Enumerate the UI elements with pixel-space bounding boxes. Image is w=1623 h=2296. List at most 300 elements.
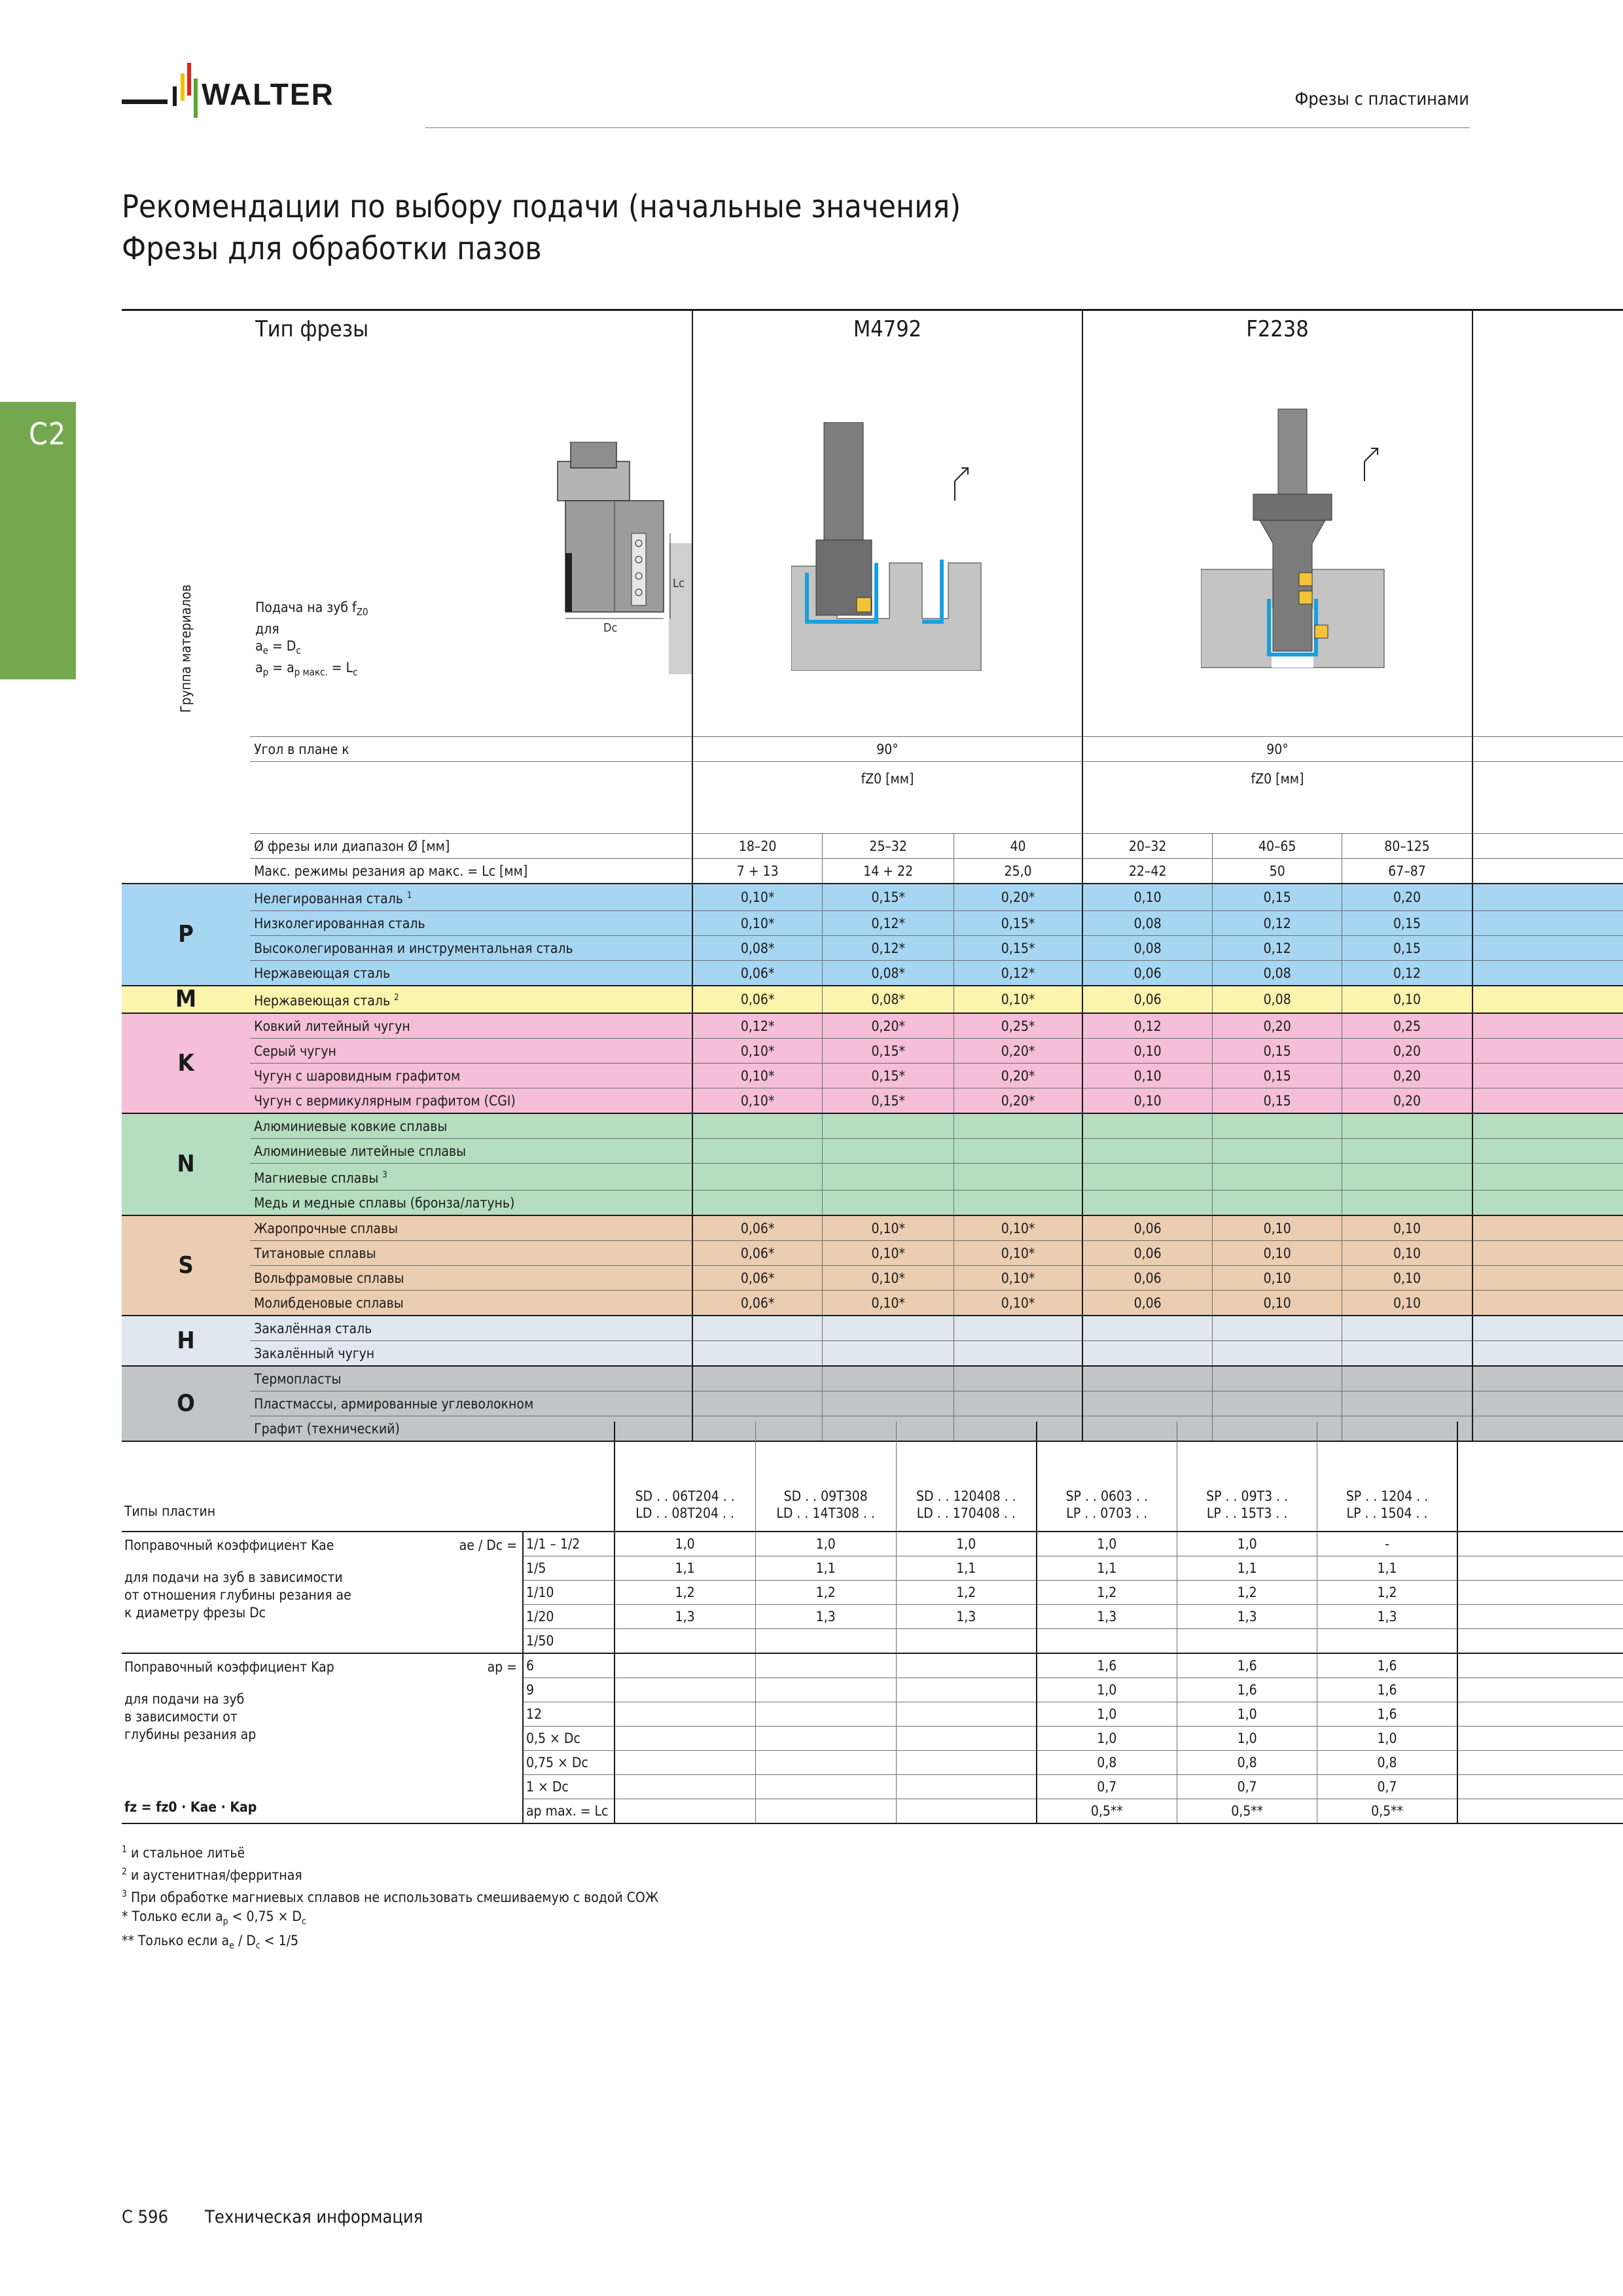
header-section-title: Фрезы с пластинами [1294,89,1469,109]
insert-code: SD . . 09T308 [783,1488,868,1504]
feed-value-cell: 0,20 [1342,1088,1472,1114]
material-row [122,961,1623,986]
feed-value-cell: 0,08 [1213,986,1342,1013]
feed-value-cell: 0,15* [823,1039,954,1064]
material-name: Серый чугун [250,1039,692,1064]
feed-value-cell [1213,1366,1342,1391]
feed-value-cell [1213,1139,1342,1164]
ka-p-value: 0,8 [1037,1751,1177,1775]
feed-value-cell [692,1164,823,1191]
material-group-label: Группа материалов [178,584,194,713]
material-footnote-ref: 1 [406,891,412,901]
feed-value-cell: 0,15* [823,1064,954,1088]
ka-e-ratio-cell: 1/1 – 1/2 [523,1532,615,1556]
feed-value-cell: 0,20* [823,1013,954,1039]
material-name: Алюминиевые ковкие сплавы [250,1113,692,1139]
ka-e-value: 1,1 [1037,1556,1177,1581]
insert-type-cell [755,1422,896,1532]
feed-value-cell: 0,06* [692,961,823,986]
feed-value-cell [1342,1113,1472,1139]
feed-value-cell [823,1139,954,1164]
ka-e-value: - [1317,1532,1457,1556]
ka-p-ratio-cell: ap max. = Lc [523,1799,615,1824]
feed-value-cell [1082,1316,1212,1341]
ka-e-value [1177,1629,1317,1654]
logo-wordmark: WALTER [202,77,334,111]
ka-e-value: 1,0 [755,1532,896,1556]
tool-code-M4792: M4792 [853,316,922,342]
ka-e-ratio-cell: 1/20 [523,1605,615,1629]
diameter-cell: 18–20 [692,834,823,859]
ka-e-value: 1,0 [1037,1532,1177,1556]
insert-type-row [122,1422,1623,1532]
feed-value-cell [1082,1164,1212,1191]
material-group-letter: K [122,1013,250,1113]
feed-value-cell: 0,10* [954,1215,1082,1241]
insert-code: LD . . 08T204 . . [635,1505,734,1521]
material-footnote-ref: 3 [382,1170,387,1180]
ka-p-value: 1,0 [1177,1727,1317,1751]
feed-value-cell [954,1139,1082,1164]
diagram-Dc: Dc [603,621,618,635]
feed-value-cell [1082,1139,1212,1164]
feed-value-cell: 0,06* [692,1266,823,1291]
feed-value-cell [823,1391,954,1416]
feed-value-cell [1213,1391,1342,1416]
ka-p-value: 1,6 [1177,1678,1317,1702]
feed-value-cell: 0,15 [1342,936,1472,961]
max-depth-cell: 67–87 [1342,859,1472,884]
feed-value-cell [823,1316,954,1341]
feed-unit-M4792: fZ0 [мм] [692,762,1082,834]
feed-value-cell: 0,08 [1082,911,1212,936]
ka-p-ratio-cell: 12 [523,1702,615,1727]
feed-value-cell [1082,1341,1212,1367]
feed-value-cell [823,1341,954,1367]
feed-value-cell [1082,1366,1212,1391]
ka-p-ratio-cell: 1 × Dc [523,1775,615,1799]
feed-value-cell: 0,20* [954,1064,1082,1088]
material-row [122,1316,1623,1341]
insert-types-label: Типы пластин [122,1422,615,1532]
insert-type-cell [1037,1422,1177,1532]
feed-value-cell: 0,10 [1342,1266,1472,1291]
insert-code: LD . . 14T308 . . [776,1505,876,1521]
feed-value-cell: 0,10 [1082,1064,1212,1088]
ka-p-value [615,1653,755,1678]
insert-code: LP . . 15T3 . . [1206,1505,1288,1521]
material-name: Высоколегированная и инструментальная сталь [250,936,692,961]
diameter-cell: 25–32 [823,834,954,859]
ka-p-value [615,1727,755,1751]
next-column-edge [1472,310,1623,737]
feed-value-cell: 0,10* [692,1088,823,1114]
header-rule [425,127,1470,128]
material-name: Пластмассы, армированные углеволокном [250,1391,692,1416]
feed-value-cell: 0,15* [823,884,954,911]
ka-e-row [122,1532,1623,1556]
feed-value-cell: 0,10 [1213,1266,1342,1291]
ka-e-value: 1,2 [896,1581,1036,1605]
footnotes [122,1840,658,1956]
page-footer [122,2207,423,2227]
material-name: Нержавеющая сталь [250,961,692,986]
feed-value-cell: 0,25* [954,1013,1082,1039]
title-line-1: Рекомендации по выбору подачи (начальные значения) [122,188,961,225]
material-name: Вольфрамовые сплавы [250,1266,692,1291]
ka-e-value: 1,2 [1037,1581,1177,1605]
ka-p-row [122,1653,1623,1678]
feed-value-cell [1213,1191,1342,1216]
feed-value-cell: 0,10 [1342,986,1472,1013]
ka-e-value: 1,3 [896,1605,1036,1629]
feed-value-cell: 0,20 [1213,1013,1342,1039]
max-depth-cell: 7 + 13 [692,859,823,884]
feed-unit-row [122,762,1623,834]
feed-value-cell: 0,06* [692,986,823,1013]
feed-value-cell [1213,1341,1342,1367]
feed-value-cell [954,1191,1082,1216]
feed-value-cell: 0,06* [692,1291,823,1316]
ka-p-value: 0,7 [1317,1775,1457,1799]
ka-e-value [615,1629,755,1654]
feed-value-cell [692,1341,823,1367]
material-row [122,1113,1623,1139]
material-row [122,986,1623,1013]
mill-type-label: Тип фрезы [255,316,369,342]
material-row [122,1139,1623,1164]
feed-value-cell: 0,06 [1082,1241,1212,1266]
material-row [122,1291,1623,1316]
feed-value-cell: 0,10 [1213,1215,1342,1241]
mill-type-cell [250,310,692,737]
walter-logo [122,60,397,132]
insert-code: SP . . 09T3 . . [1206,1488,1289,1504]
ka-e-value: 1,0 [1177,1532,1317,1556]
ka-p-value [896,1775,1036,1799]
feed-value-cell: 0,12* [954,961,1082,986]
ka-p-value [755,1702,896,1727]
feed-value-cell: 0,08 [1213,961,1342,986]
ka-p-value: 1,0 [1317,1727,1457,1751]
feed-value-cell: 0,10 [1342,1215,1472,1241]
feed-value-cell: 0,10* [692,911,823,936]
material-name: Молибденовые сплавы [250,1291,692,1316]
material-name: Титановые сплавы [250,1241,692,1266]
ka-p-value: 1,0 [1037,1702,1177,1727]
feed-value-cell: 0,12 [1082,1013,1212,1039]
material-name: Нелегированная сталь $^1$ [250,884,692,911]
feed-value-cell: 0,20 [1342,884,1472,911]
feed-value-cell: 0,10* [692,1039,823,1064]
material-group-letter: N [122,1113,250,1215]
title-line-2: Фрезы для обработки пазов [122,230,542,267]
feed-value-cell: 0,10* [692,1064,823,1088]
angle-M4792: 90° [692,737,1082,762]
feed-value-cell: 0,10 [1213,1241,1342,1266]
max-depth-row [122,859,1623,884]
diameter-cell: 40–65 [1213,834,1342,859]
ka-e-value: 1,1 [896,1556,1036,1581]
ka-p-value: 1,0 [1177,1702,1317,1727]
slot-mill-diagram [551,442,692,677]
feed-value-cell: 0,06* [692,1241,823,1266]
feed-definition: Подача на зуб $f_{Z0}$ для $a_e = D_c$ $a_p = a_{p макс.} = L_c$ [255,600,368,679]
max-depth-label: Макс. режимы резания ap макс. = Lc [мм] [250,859,692,884]
material-name: Медь и медные сплавы (бронза/латунь) [250,1191,692,1216]
ka-p-value [755,1751,896,1775]
feed-value-cell: 0,10* [954,1266,1082,1291]
chapter-tab-label: C2 [29,416,67,452]
feed-value-cell: 0,10* [954,986,1082,1013]
tool-header-row [122,310,1623,737]
max-depth-cell: 22–42 [1082,859,1212,884]
feed-formula: fz = fz0 · Kae · Kap [124,1799,257,1815]
feed-value-cell [954,1391,1082,1416]
ka-p-value [896,1727,1036,1751]
material-row [122,1088,1623,1114]
feed-value-cell: 0,10 [1342,1241,1472,1266]
ka-p-ratio-label: ap = [487,1659,517,1675]
material-row [122,1039,1623,1064]
material-row [122,1191,1623,1216]
material-row [122,884,1623,911]
material-name: Чугун с шаровидным графитом [250,1064,692,1088]
ka-p-ratio-cell: 0,5 × Dc [523,1727,615,1751]
ka-p-value [896,1799,1036,1824]
ka-e-value: 1,2 [615,1581,755,1605]
ka-e-value: 1,0 [615,1532,755,1556]
diameter-cell: 20–32 [1082,834,1212,859]
ka-p-value: 0,5** [1317,1799,1457,1824]
ka-p-value: 1,6 [1177,1653,1317,1678]
material-name: Закалённый чугун [250,1341,692,1367]
feed-value-cell [692,1113,823,1139]
ka-p-value [896,1751,1036,1775]
material-name: Чугун с вермикулярным графитом (CGI) [250,1088,692,1114]
ka-e-value [896,1629,1036,1654]
material-name: Графит (технический) [250,1416,692,1442]
ka-e-value: 1,3 [1317,1605,1457,1629]
diameter-cell: 80–125 [1342,834,1472,859]
ka-e-label-cell [122,1532,523,1653]
ka-e-value: 1,2 [1177,1581,1317,1605]
feed-value-cell: 0,20* [954,1088,1082,1114]
ka-e-value: 1,3 [1177,1605,1317,1629]
footnote-4: * Только если $a_p < 0,75 \times D_c$ [122,1909,306,1928]
feed-value-cell [954,1164,1082,1191]
feed-value-cell [1213,1113,1342,1139]
footnote-2: $^2$ и аустенитная/ферритная [122,1867,302,1883]
feed-value-cell [1342,1316,1472,1341]
feed-value-cell: 0,10* [692,884,823,911]
ka-e-value: 1,1 [755,1556,896,1581]
ka-e-value: 1,3 [1037,1605,1177,1629]
feed-value-cell [1342,1139,1472,1164]
feed-value-cell: 0,15 [1213,884,1342,911]
feed-value-cell: 0,06 [1082,986,1212,1013]
feed-value-cell: 0,08* [823,986,954,1013]
feed-value-cell: 0,15* [954,936,1082,961]
max-depth-cell: 25,0 [954,859,1082,884]
material-row [122,911,1623,936]
material-group-letter: H [122,1316,250,1366]
ka-e-value: 1,1 [1317,1556,1457,1581]
feed-value-cell: 0,15* [954,911,1082,936]
insert-type-cell [1177,1422,1317,1532]
angle-label: Угол в плане к [250,737,692,762]
feed-value-cell [823,1113,954,1139]
ka-e-ratio-cell: 1/50 [523,1629,615,1654]
angle-F2238: 90° [1082,737,1472,762]
material-name: Термопласты [250,1366,692,1391]
ka-p-value: 1,6 [1317,1678,1457,1702]
feed-value-cell [692,1366,823,1391]
page-number: C 596 [122,2207,169,2227]
angle-row [122,737,1623,762]
material-row [122,1241,1623,1266]
max-depth-cell: 50 [1213,859,1342,884]
feed-value-cell: 0,06* [692,1215,823,1241]
feed-value-cell: 0,10 [1082,1039,1212,1064]
feed-value-cell: 0,15* [823,1088,954,1114]
feed-value-cell: 0,06 [1082,961,1212,986]
feed-value-cell: 0,12 [1342,961,1472,986]
feed-value-cell: 0,10* [954,1241,1082,1266]
material-name: Алюминиевые литейные сплавы [250,1139,692,1164]
ka-p-value [755,1727,896,1751]
ka-e-value: 1,1 [615,1556,755,1581]
material-row [122,1341,1623,1367]
feed-value-cell [1082,1191,1212,1216]
feed-value-cell [823,1164,954,1191]
material-row [122,1366,1623,1391]
ka-p-value [896,1653,1036,1678]
material-footnote-ref: 2 [394,993,399,1003]
ka-p-value [896,1702,1036,1727]
insert-code: LP . . 0703 . . [1066,1505,1148,1521]
feed-value-cell [954,1113,1082,1139]
footnote-5: ** Только если $a_e / D_c < 1/5$ [122,1933,298,1952]
ka-p-value [896,1678,1036,1702]
feed-value-cell: 0,06 [1082,1291,1212,1316]
material-group-label-cell [122,310,250,884]
footer-section: Техническая информация [205,2207,423,2227]
feed-value-cell: 0,10* [823,1291,954,1316]
feed-value-cell: 0,10 [1342,1291,1472,1316]
feed-value-cell [1213,1316,1342,1341]
ka-p-label-cell [122,1653,523,1823]
ka-e-value: 1,3 [755,1605,896,1629]
ka-e-ratio-cell: 1/5 [523,1556,615,1581]
ka-p-value: 1,6 [1317,1653,1457,1678]
feed-value-cell [1082,1113,1212,1139]
ka-p-value [755,1678,896,1702]
ka-p-value: 0,8 [1317,1751,1457,1775]
feed-table [122,309,1623,1442]
feed-value-cell [823,1191,954,1216]
ka-p-description: для подачи на зуб в зависимости от глубины резания ap [124,1691,257,1742]
feed-value-cell: 0,08* [692,936,823,961]
feed-value-cell: 0,15 [1213,1039,1342,1064]
ka-e-value: 1,3 [615,1605,755,1629]
feed-value-cell: 0,12* [823,936,954,961]
feed-value-cell [954,1341,1082,1367]
insert-type-cell [615,1422,755,1532]
feed-value-cell: 0,15 [1213,1064,1342,1088]
insert-code: SD . . 06T204 . . [635,1488,735,1504]
ka-e-ratio-cell: 1/10 [523,1581,615,1605]
feed-value-cell [692,1139,823,1164]
feed-value-cell: 0,20 [1342,1064,1472,1088]
tool-column-M4792 [692,310,1082,737]
ka-p-title: Поправочный коэффициент Kap [124,1659,334,1675]
ka-p-value: 1,6 [1317,1702,1457,1727]
ka-e-value: 1,1 [1177,1556,1317,1581]
feed-value-cell [1342,1191,1472,1216]
feed-value-cell [692,1191,823,1216]
material-name: Магниевые сплавы $^3$ [250,1164,692,1191]
footnote-3: $^3$ При обработке магниевых сплавов не использовать смешиваемую с водой СОЖ [122,1889,659,1905]
feed-value-cell [692,1391,823,1416]
material-row [122,1164,1623,1191]
correction-table [122,1422,1623,1824]
material-group-letter: O [122,1366,250,1441]
ka-p-value: 0,5** [1037,1799,1177,1824]
material-row [122,1013,1623,1039]
ka-p-value: 0,7 [1177,1775,1317,1799]
material-row [122,1391,1623,1416]
ka-p-value: 0,8 [1177,1751,1317,1775]
ka-p-value [615,1702,755,1727]
feed-value-cell: 0,10* [823,1215,954,1241]
ka-e-ratio-label: ae / Dc = [459,1537,517,1553]
page-title [122,186,961,270]
feed-value-cell [1082,1391,1212,1416]
feed-value-cell: 0,10 [1082,1088,1212,1114]
tool-column-F2238 [1082,310,1472,737]
material-name: Закалённая сталь [250,1316,692,1341]
insert-code: LP . . 1504 . . [1346,1505,1428,1521]
chapter-tab [0,402,76,679]
feed-value-cell: 0,10* [823,1241,954,1266]
feed-value-cell [954,1366,1082,1391]
feed-value-cell: 0,08* [823,961,954,986]
feed-value-cell: 0,10* [954,1291,1082,1316]
ka-p-value: 1,0 [1037,1678,1177,1702]
feed-value-cell [954,1316,1082,1341]
ka-p-value [615,1751,755,1775]
feed-value-cell: 0,10 [1213,1291,1342,1316]
ka-p-value [615,1678,755,1702]
material-name: Низколегированная сталь [250,911,692,936]
feed-value-cell: 0,20* [954,1039,1082,1064]
material-row [122,1064,1623,1088]
ka-e-value: 1,2 [1317,1581,1457,1605]
insert-code: SP . . 0603 . . [1065,1488,1149,1504]
material-row [122,1266,1623,1291]
feed-value-cell: 0,15 [1213,1088,1342,1114]
material-group-letter: M [122,986,250,1013]
insert-type-cell [1317,1422,1457,1532]
ka-p-ratio-cell: 9 [523,1678,615,1702]
insert-code: SP . . 1204 . . [1346,1488,1429,1504]
material-row [122,936,1623,961]
ka-e-title: Поправочный коэффициент Kae [124,1537,334,1553]
diagram-Lc: Lc [673,577,685,590]
ka-p-value [615,1799,755,1824]
feed-value-cell: 0,12 [1213,936,1342,961]
